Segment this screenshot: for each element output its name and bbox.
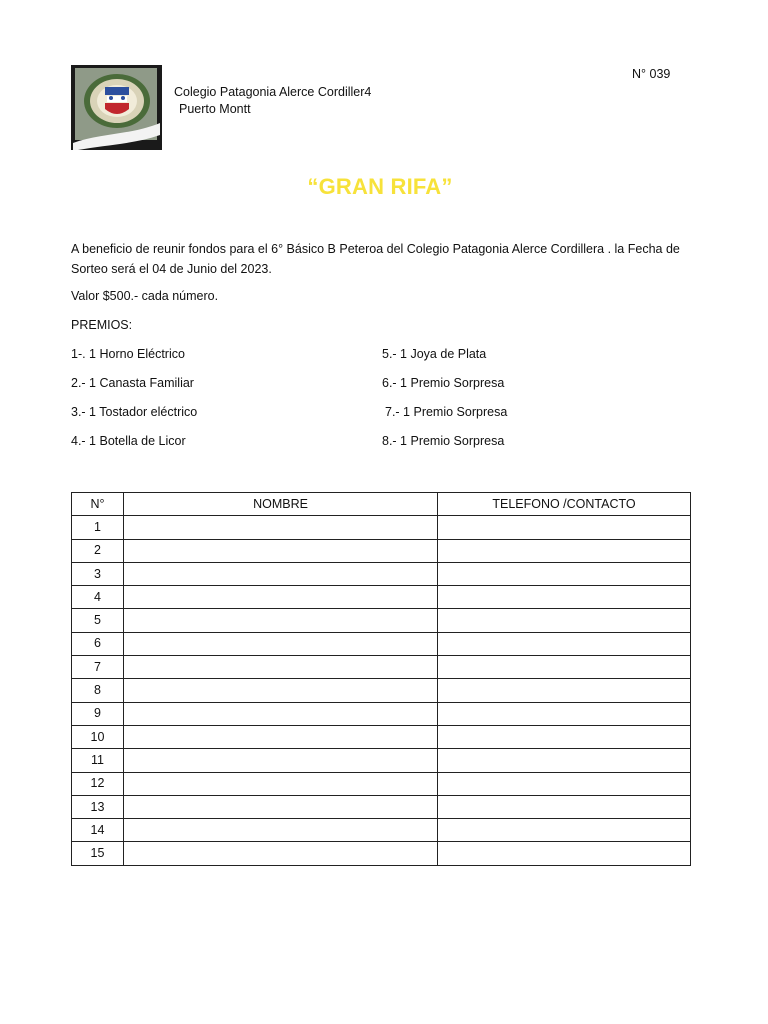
page-title: “GRAN RIFA”	[307, 174, 453, 199]
row-number: 13	[72, 795, 124, 818]
table-row	[72, 702, 691, 725]
table-row	[72, 562, 691, 585]
contact-cell[interactable]	[438, 656, 691, 679]
ticket-number: N° 039	[632, 67, 671, 81]
raffle-table	[71, 492, 691, 866]
contact-cell[interactable]	[438, 539, 691, 562]
contact-cell[interactable]	[438, 679, 691, 702]
table-row	[72, 842, 691, 865]
contact-cell[interactable]	[438, 702, 691, 725]
table-row	[72, 725, 691, 748]
table-row	[72, 539, 691, 562]
contact-cell[interactable]	[438, 795, 691, 818]
prize-item: 7.- 1 Premio Sorpresa	[385, 405, 508, 419]
name-cell[interactable]	[124, 842, 438, 865]
prize-item: 1-. 1 Horno Eléctrico	[71, 347, 185, 361]
header-name: NOMBRE	[124, 493, 438, 516]
row-number: 6	[72, 632, 124, 655]
prize-item: 8.- 1 Premio Sorpresa	[382, 434, 505, 448]
table-row	[72, 795, 691, 818]
name-cell[interactable]	[124, 539, 438, 562]
prize-item: 2.- 1 Canasta Familiar	[71, 376, 194, 390]
prize-item: 4.- 1 Botella de Licor	[71, 434, 186, 448]
row-number: 7	[72, 656, 124, 679]
table-row	[72, 772, 691, 795]
row-number: 1	[72, 516, 124, 539]
table-row	[72, 679, 691, 702]
name-cell[interactable]	[124, 749, 438, 772]
table-row	[72, 632, 691, 655]
header-contact: TELEFONO /CONTACTO	[438, 493, 691, 516]
name-cell[interactable]	[124, 725, 438, 748]
contact-cell[interactable]	[438, 516, 691, 539]
table-row	[72, 656, 691, 679]
name-cell[interactable]	[124, 586, 438, 609]
row-number: 15	[72, 842, 124, 865]
name-cell[interactable]	[124, 562, 438, 585]
contact-cell[interactable]	[438, 725, 691, 748]
row-number: 11	[72, 749, 124, 772]
row-number: 14	[72, 819, 124, 842]
row-number: 3	[72, 562, 124, 585]
contact-cell[interactable]	[438, 749, 691, 772]
contact-cell[interactable]	[438, 772, 691, 795]
school-crest-icon	[71, 65, 162, 150]
contact-cell[interactable]	[438, 842, 691, 865]
name-cell[interactable]	[124, 516, 438, 539]
row-number: 4	[72, 586, 124, 609]
contact-cell[interactable]	[438, 562, 691, 585]
contact-cell[interactable]	[438, 632, 691, 655]
table-row	[72, 516, 691, 539]
table-row	[72, 586, 691, 609]
school-city: Puerto Montt	[179, 102, 251, 116]
school-name: Colegio Patagonia Alerce Cordiller4	[174, 85, 372, 99]
row-number: 10	[72, 725, 124, 748]
prize-item: 6.- 1 Premio Sorpresa	[382, 376, 505, 390]
intro-paragraph: A beneficio de reunir fondos para el 6° Básico B Peteroa del Colegio Patagonia Alerce Cordillera . la Fecha de Sorteo será el 04 de Junio del 2023.	[71, 242, 680, 276]
name-cell[interactable]	[124, 679, 438, 702]
row-number: 12	[72, 772, 124, 795]
row-number: 9	[72, 702, 124, 725]
name-cell[interactable]	[124, 656, 438, 679]
table-row	[72, 749, 691, 772]
prize-item: 5.- 1 Joya de Plata	[382, 347, 487, 361]
name-cell[interactable]	[124, 795, 438, 818]
contact-cell[interactable]	[438, 586, 691, 609]
name-cell[interactable]	[124, 772, 438, 795]
name-cell[interactable]	[124, 819, 438, 842]
row-number: 5	[72, 609, 124, 632]
table-header-row	[72, 493, 691, 516]
header-number: N°	[72, 493, 124, 516]
name-cell[interactable]	[124, 609, 438, 632]
table-row	[72, 609, 691, 632]
row-number: 2	[72, 539, 124, 562]
price-text: Valor $500.- cada número.	[71, 289, 219, 303]
row-number: 8	[72, 679, 124, 702]
prizes-label: PREMIOS:	[71, 318, 133, 332]
contact-cell[interactable]	[438, 609, 691, 632]
name-cell[interactable]	[124, 702, 438, 725]
name-cell[interactable]	[124, 632, 438, 655]
contact-cell[interactable]	[438, 819, 691, 842]
table-row	[72, 819, 691, 842]
prize-item: 3.- 1 Tostador eléctrico	[71, 405, 198, 419]
